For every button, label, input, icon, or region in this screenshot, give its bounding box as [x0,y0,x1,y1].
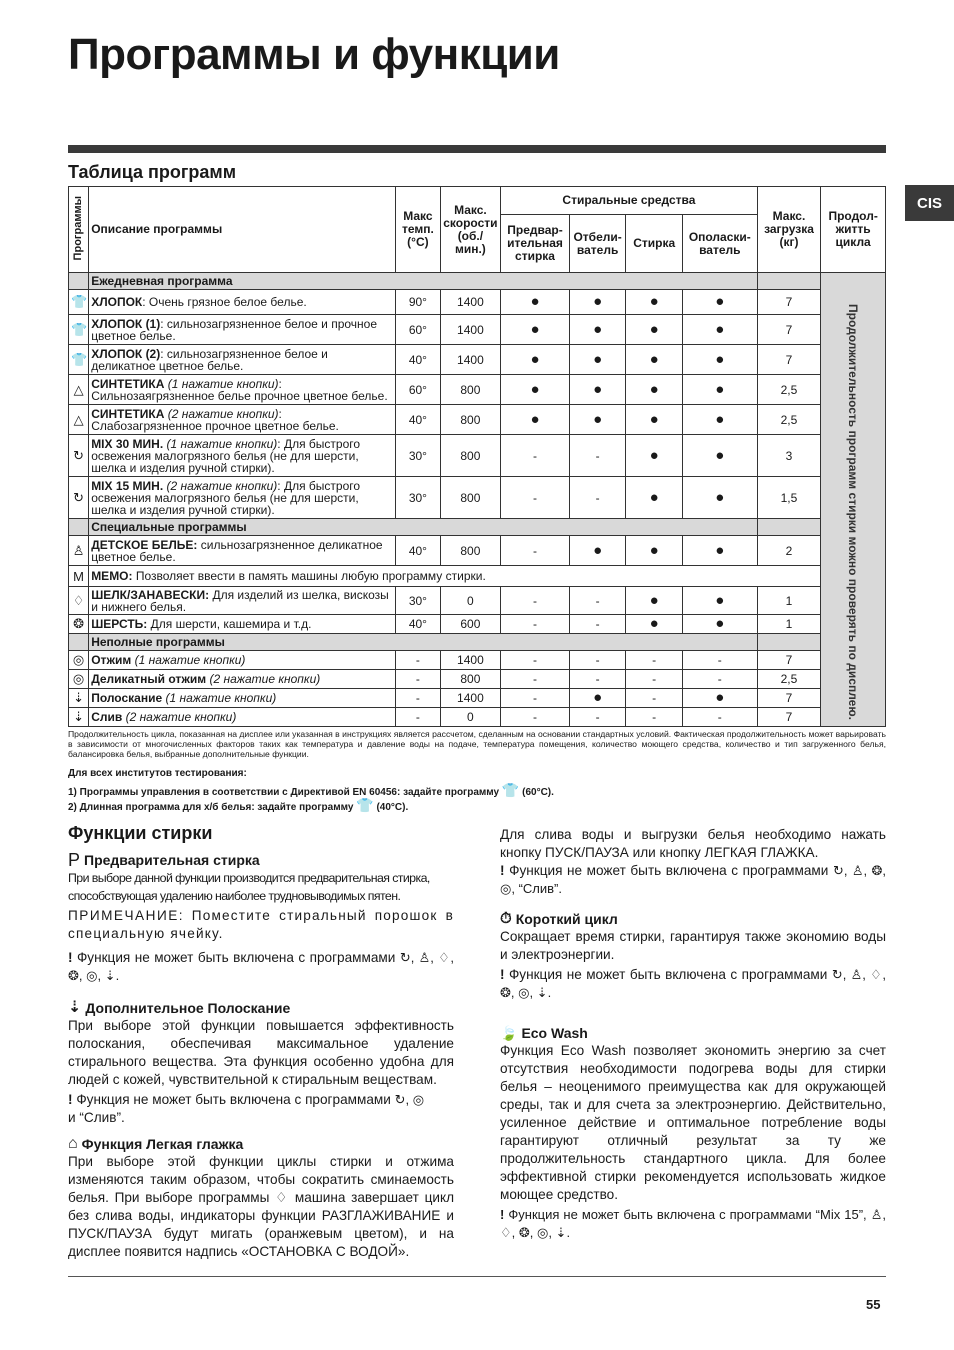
wa-cell: - [626,708,683,727]
program-name: Отжим [91,653,132,667]
program-note: (1 нажатие кнопки) [163,436,278,451]
description-header: Описание программы [89,187,396,273]
table-row [69,290,886,315]
table-row [69,435,886,477]
programs-header: Программы [69,187,89,273]
rinse-icon: ⇣ [68,999,82,1016]
program-icon: 👕 [69,315,89,345]
prewash-header: Предвар-ительная стирка [501,215,570,273]
iron-icon: ⌂ [68,1135,78,1152]
speed-cell: 800 [440,435,501,477]
bl-cell: - [569,615,626,634]
temp-cell: - [396,670,440,689]
wa-cell: ● [626,345,683,375]
program-table [68,186,886,727]
short-cycle-title: ⏱ Короткий цикл [500,910,618,927]
load-cell: 2,5 [757,670,821,689]
table-row [69,587,886,615]
speed-header: Макс. скорости (об./ мин.) [440,187,501,273]
program-name: СИНТЕТИКА [91,406,165,421]
bl-cell: - [569,435,626,477]
speed-cell: 800 [440,405,501,435]
program-icons: ↻, ◎ [394,1092,425,1107]
program-description [89,587,396,615]
temp-cell: 40° [396,536,440,566]
table-row [69,615,886,634]
so-cell: ● [682,315,757,345]
wash-header: Стирка [626,215,683,273]
pre-cell: ● [501,375,570,405]
program-note: (1 нажатие кнопки) [162,691,277,705]
load-cell: 7 [757,345,821,375]
program-text: : Слабозагрязненное прочное цветное белье. [91,406,339,433]
duration-note: Продолжительность программ стирки можно проверять по дисплею. [846,304,861,720]
rinse-text: При выборе этой функции повышается эффективность полоскания, обеспечивая максимальное удаление стирального вещества. Эта функция особенно удобна для людей с кожей, чувствительной к стиральным веществам. [68,1018,454,1087]
bottom-rule [68,1276,886,1277]
program-description [89,708,396,727]
wa-cell: - [626,670,683,689]
language-tab: CIS [905,185,954,221]
wa-cell: ● [626,587,683,615]
program-icon: ◎ [69,651,89,670]
program-name: MIX 30 МИН. [91,436,164,451]
temp-cell: 40° [396,345,440,375]
so-cell: ● [682,615,757,634]
program-icon: 👕 [69,345,89,375]
bl-cell: - [569,477,626,519]
table-row [69,345,886,375]
speed-cell: 600 [440,615,501,634]
load-cell: 2,5 [757,405,821,435]
program-note: (1 нажатие кнопки) [131,653,246,667]
so-cell: - [682,651,757,670]
iron-title: ⌂ Функция Легкая глажка [68,1135,244,1152]
temp-cell: - [396,708,440,727]
speed-cell: 1400 [440,315,501,345]
program-icon: ❂ [69,615,89,634]
program-icon: ⇣ [69,689,89,708]
bl-cell: ● [569,315,626,345]
load-cell: 7 [757,651,821,670]
group-label: Ежедневная программа [89,273,757,290]
load-cell: 7 [757,708,821,727]
pre-cell: - [501,689,570,708]
wa-cell: - [626,651,683,670]
testing-line-1-temp: (60°C). [522,787,554,798]
program-icon: ♙ [69,536,89,566]
program-name: ШЕЛК/ЗАНАВЕСКИ: [91,587,210,602]
group-label: Специальные программы [89,519,757,536]
program-text: : сильнозагрязненное белое и прочное цветное белье. [91,316,378,343]
program-description [89,536,396,566]
bl-cell: ● [569,405,626,435]
bl-cell: ● [569,689,626,708]
testing-line-1: 1) Программы управления в соответствии с Директивой EN 60456: задайте программу [68,787,500,798]
bl-cell: - [569,708,626,727]
so-cell: - [682,670,757,689]
speed-cell: 1400 [440,290,501,315]
bl-cell: - [569,670,626,689]
page-title: Программы и функции [68,30,560,79]
rinse-title: ⇣ Дополнительное Полоскание [68,999,291,1016]
pre-cell: ● [501,315,570,345]
bl-cell: ● [569,375,626,405]
so-cell: ● [682,587,757,615]
duration-footnote: Продолжительность цикла, показанная на дисплее или указанная в инструкциях является рассчетом, сделанным на основании стандартных условий. Фактическая продолжительность может варьировать в зависимости от многочисленных факторов таких как температура и давление воды на подаче, температура помещения, количество моющего средства, количество и тип загруженного белья, балансировка белья, выбранные дополнительные функции. [68,729,886,759]
program-icon: ♢ [69,587,89,615]
program-description [89,651,396,670]
duration-header: Продол-житть цикла [821,187,886,273]
so-cell: ● [682,435,757,477]
rinse-warning: ! Функция не может быть включена с программами ↻, ◎ и “Слив”. [68,1092,425,1125]
eco-wash-text: Функция Eco Wash позволяет экономить энергию за счет отсутствия необходимости подогрева воды для стирки белья – неоценимого преимущества как для окружающей среды, так и для счета за электроэнергию. Действительно, усиленное действие и оптимальное потребление воды гарантируют отличный результат за ту же продолжительность стандартного цикла. Для более эффективной стирки рекомендуется использовать жидкое моющее средство. [500,1043,886,1202]
bl-cell: ● [569,536,626,566]
program-name: MIX 15 МИН. [91,478,164,493]
speed-cell: 800 [440,536,501,566]
pre-cell: - [501,587,570,615]
program-table-heading: Таблица программ [68,162,237,182]
program-name: ХЛОПОК [91,295,143,309]
table-row [69,536,886,566]
so-cell: ● [682,689,757,708]
program-text: : Очень грязное белое белье. [142,295,307,309]
eco-wash-warning: ! Функция не может быть включена с программами “Mix 15”, ♙, ♢, ❂, ◎, ⇣. [500,1207,886,1240]
load-cell: 2 [757,536,821,566]
program-icon: ⇣ [69,708,89,727]
program-name: Деликатный отжим [91,672,207,686]
program-text: : Сильнозаягрязненное белье прочное цветное белье. [91,376,388,403]
program-description [89,315,396,345]
program-icon: △ [69,375,89,405]
group-cell-blank [757,273,821,290]
title-rule [68,145,886,153]
temp-cell: 40° [396,405,440,435]
load-cell: 7 [757,290,821,315]
pre-cell: - [501,708,570,727]
testing-notes [68,767,886,814]
temp-cell: - [396,651,440,670]
temp-cell: 90° [396,290,440,315]
program-text: : Для быстрого освежения малогрязного белья (не для шерсти, шелка и изделия ручной стирки). [91,478,361,517]
wa-cell: - [626,689,683,708]
bleach-header: Отбели-ватель [569,215,626,273]
group-row [69,273,886,290]
prewash-title: P Предварительная стирка [68,850,260,870]
pre-cell: - [501,651,570,670]
temp-header: Макс темп. (°C) [396,187,440,273]
so-cell: - [682,708,757,727]
load-cell: 3 [757,435,821,477]
program-icons: ↻, ♙, ♢, ❂, ◎, ⇣. [68,950,455,983]
pre-cell: ● [501,405,570,435]
temp-cell: 30° [396,587,440,615]
load-cell: 7 [757,689,821,708]
program-name: МЕМО: [91,569,133,583]
wa-cell: ● [626,375,683,405]
leaf-icon: 🍃 [500,1025,518,1041]
speed-cell: 800 [440,477,501,519]
load-cell: 7 [757,315,821,345]
program-note: (2 нажатие кнопки) [122,710,237,724]
iron-warning: ! Функция не может быть включена с программами ↻, ♙, ❂, ◎, “Слив”. [500,863,887,896]
so-cell: ● [682,375,757,405]
program-description [89,345,396,375]
table-row [69,405,886,435]
program-description [89,405,396,435]
load-cell: 1 [757,587,821,615]
table-row [69,670,886,689]
eco-wash-title: 🍃 Eco Wash [500,1025,588,1041]
program-icons: ↻, ♙, ♢, ❂, ◎, ⇣. [500,967,887,1000]
short-cycle-warning: ! Функция не может быть включена с программами ↻, ♙, ♢, ❂, ◎, ⇣. [500,967,887,1000]
duration-cell [821,273,886,727]
group-label: Неполные программы [89,634,757,651]
iron-text-continued: Для слива воды и выгрузки белья необходимо нажать кнопку ПУСК/ПАУЗА или кнопку ЛЕГКАЯ ГЛАЖКА. [500,827,886,860]
group-row [69,634,886,651]
so-cell: ● [682,536,757,566]
pre-cell: - [501,477,570,519]
program-description [89,290,396,315]
program-name: ХЛОПОК (2) [91,346,161,361]
program-name: ХЛОПОК (1) [91,316,161,331]
pre-cell: ● [501,345,570,375]
load-cell: 2,5 [757,375,821,405]
program-name: ШЕРСТЬ: [91,617,148,631]
so-cell: ● [682,290,757,315]
program-text: Позволяет ввести в память машины любую программу стирки. [132,569,486,583]
so-cell: ● [682,477,757,519]
wa-cell: ● [626,315,683,345]
page-number: 55 [866,1297,881,1312]
speed-cell: 1400 [440,651,501,670]
program-text: Для изделий из шелка, вискозы и нижнего белья. [91,587,389,614]
program-description [89,615,396,634]
group-cell-blank [69,634,89,651]
program-icons: ↻, ♙, ❂, ◎, “Слив”. [500,863,887,896]
program-description [89,689,396,708]
group-cell-blank [69,273,89,290]
program-note: (2 нажатие кнопки) [206,672,321,686]
speed-cell: 800 [440,670,501,689]
program-name: ДЕТСКОЕ БЕЛЬЕ: [91,537,198,552]
prewash-icon: P [68,850,81,870]
program-description [89,566,821,587]
program-text: : Для быстрого освежения малогрязного белья (не для шерсти, шелка и изделия ручной стирки). [91,436,361,475]
pre-cell: - [501,536,570,566]
temp-cell: 60° [396,375,440,405]
program-icon: ↻ [69,477,89,519]
prewash-text: При выборе данной функции производится предварительная стирка, способствующая удалению наиболее трудновыводимых пятен. [68,871,430,903]
program-description [89,670,396,689]
program-note: (2 нажатие кнопки) [163,478,278,493]
testing-line-2-temp: (40°C). [376,802,409,813]
table-row [69,708,886,727]
table-row [69,315,886,345]
bl-cell: - [569,587,626,615]
program-text: сильнозагрязненное деликатное цветное белье. [91,537,383,564]
program-icon: M [69,566,89,587]
speed-cell: 800 [440,375,501,405]
pre-cell: - [501,615,570,634]
load-cell: 1,5 [757,477,821,519]
wa-cell: ● [626,405,683,435]
testing-line-2: 2) Длинная программа для х/б белья: задайте программу [68,802,354,813]
speed-cell: 0 [440,587,501,615]
wa-cell: ● [626,615,683,634]
table-row [69,689,886,708]
timer-icon: ⏱ [500,910,512,927]
pre-cell: ● [501,290,570,315]
functions-left-column [68,851,454,1261]
bl-cell: ● [569,290,626,315]
program-text: Для шерсти, кашемира и т.д. [147,617,312,631]
table-row [69,566,886,587]
testing-heading: Для всех институтов тестирования: [68,768,247,779]
speed-cell: 1400 [440,345,501,375]
bl-cell: ● [569,345,626,375]
program-icon: 👕 [69,290,89,315]
softener-header: Ополаски-ватель [682,215,757,273]
temp-cell: 30° [396,435,440,477]
group-row [69,519,886,536]
bl-cell: - [569,651,626,670]
pre-cell: - [501,670,570,689]
program-description [89,375,396,405]
cotton-shirt-icon: 👕 [501,782,520,798]
program-name: Полоскание [91,691,163,705]
functions-right-column [500,826,886,1242]
table-row [69,651,886,670]
program-icon: ◎ [69,670,89,689]
temp-cell: 60° [396,315,440,345]
speed-cell: 1400 [440,689,501,708]
program-description [89,477,396,519]
so-cell: ● [682,345,757,375]
program-icons: ♙, ♢, ❂, ◎, ⇣. [500,1207,886,1240]
program-note: (1 нажатие кнопки) [164,376,279,391]
iron-text: При выборе этой функции циклы стирки и отжима изменяются таким образом, чтобы сократить сминаемость белья. При выборе программы ♢ машина завершает цикл без слива воды, индикаторы функции РАЗГЛАЖИВАНИЕ и ПУСК/ПАУЗА будут мигать (оранжевым цветом), и на дисплее появится надпись «ОСТАНОВКА С ВОДОЙ». [68,1154,454,1259]
cotton-shirt-icon: 👕 [356,797,374,813]
program-icon: △ [69,405,89,435]
temp-cell: - [396,689,440,708]
group-cell-blank [69,519,89,536]
load-header: Макс. загрузка (кг) [757,187,821,273]
program-name: Слив [91,710,123,724]
table-row [69,477,886,519]
group-cell-blank [757,519,821,536]
wa-cell: ● [626,477,683,519]
short-cycle-text: Сокращает время стирки, гарантируя также экономию воды и электроэнергии. [500,929,886,962]
wa-cell: ● [626,536,683,566]
prewash-note: ПРИМЕЧАНИЕ: Поместите стиральный порошок в специальную ячейку. [68,908,454,941]
so-cell: ● [682,405,757,435]
wa-cell: ● [626,435,683,477]
wa-cell: ● [626,290,683,315]
speed-cell: 0 [440,708,501,727]
temp-cell: 30° [396,477,440,519]
program-note: (2 нажатие кнопки) [164,406,279,421]
temp-cell: 40° [396,615,440,634]
pre-cell: - [501,435,570,477]
program-icon: ↻ [69,435,89,477]
program-text: : сильнозагрязненное белое и деликатное цветное белье. [91,346,328,373]
program-name: СИНТЕТИКА [91,376,165,391]
load-cell: 1 [757,615,821,634]
program-description [89,435,396,477]
table-row [69,375,886,405]
detergents-header: Стиральные средства [501,187,757,215]
functions-heading: Функции стирки [68,823,213,843]
group-cell-blank [757,634,821,651]
prewash-warning: ! Функция не может быть включена с программами ↻, ♙, ♢, ❂, ◎, ⇣. [68,950,455,983]
